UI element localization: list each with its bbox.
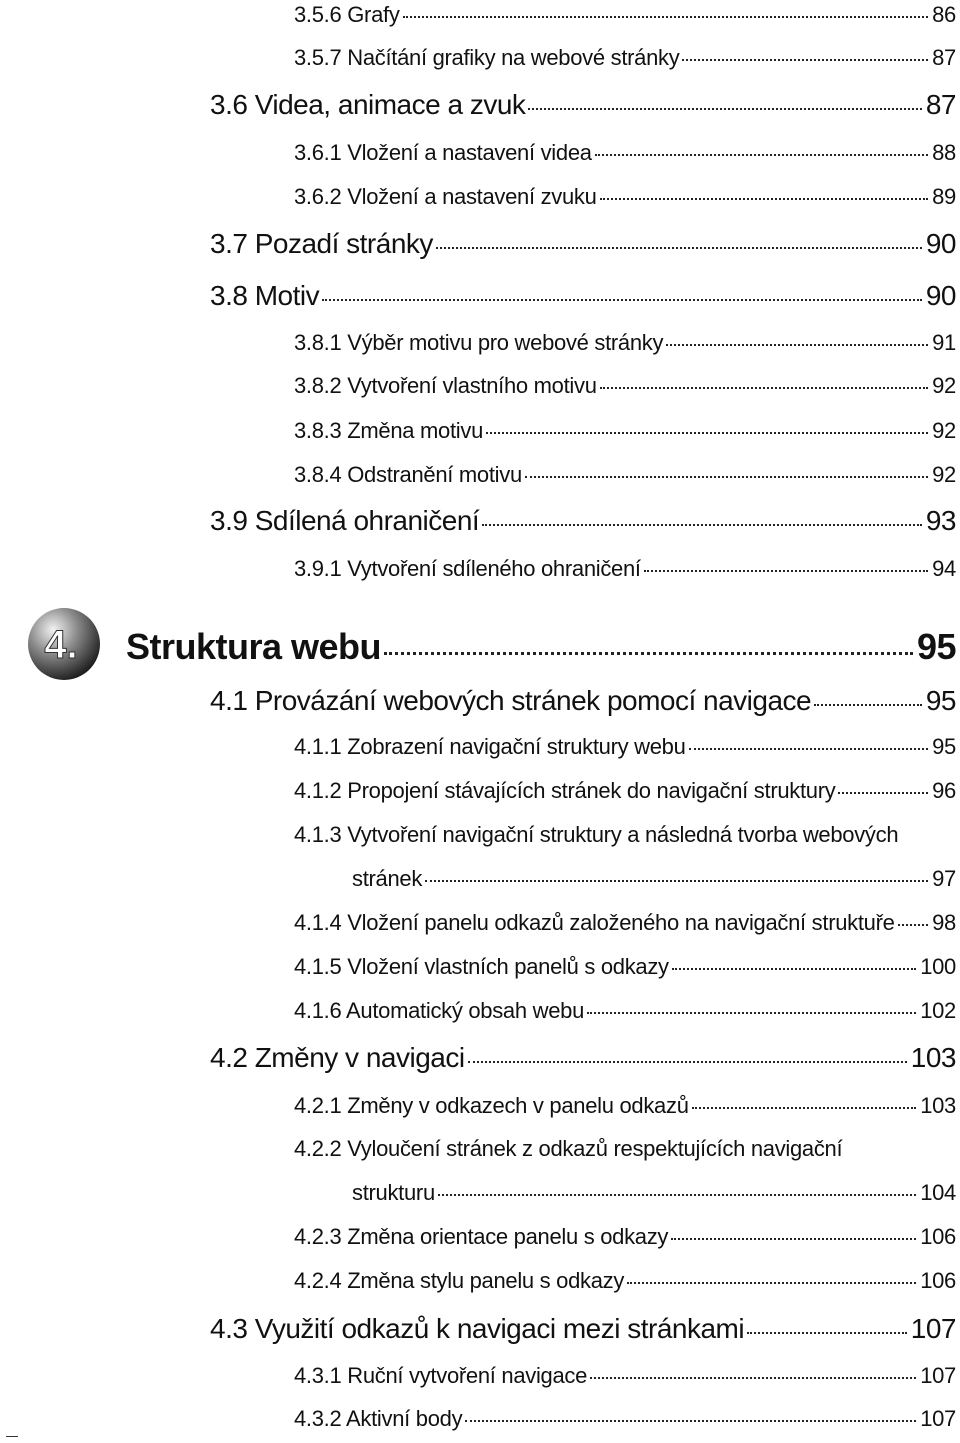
toc-page-number: 87	[932, 45, 956, 70]
toc-page-number: 96	[932, 778, 956, 803]
toc-entry-3-8-2[interactable]	[294, 373, 956, 399]
toc-entry-4-2-4[interactable]	[294, 1268, 956, 1294]
toc-entry-4-1-5[interactable]	[294, 954, 956, 980]
toc-entry-title: 3.8.4 Odstranění motivu	[294, 462, 522, 487]
toc-entry-title: 4.1.1 Zobrazení navigační struktury webu	[294, 734, 686, 759]
dot-leader	[838, 792, 928, 794]
toc-entry-title-line1: 4.1.3 Vytvoření navigační struktury a následná tvorba webových	[294, 822, 899, 847]
toc-page-number: 103	[910, 1042, 956, 1073]
dot-leader	[898, 924, 929, 926]
toc-page-number: 95	[932, 734, 956, 759]
toc-page-number: 106	[920, 1268, 956, 1293]
toc-entry-3-9[interactable]	[210, 505, 956, 537]
dot-leader	[384, 652, 913, 655]
chapter-number-badge	[26, 606, 102, 682]
dot-leader	[528, 108, 921, 110]
dot-leader	[525, 476, 928, 478]
toc-entry-title: 4.2.1 Změny v odkazech v panelu odkazů	[294, 1093, 689, 1118]
toc-page-number: 94	[932, 556, 956, 581]
toc-page-number: 102	[920, 998, 956, 1023]
dot-leader	[587, 1012, 916, 1014]
dot-leader	[595, 154, 928, 156]
toc-entry-title: 3.8.2 Vytvoření vlastního motivu	[294, 373, 597, 398]
toc-entry-3-6[interactable]	[210, 89, 956, 121]
dot-leader	[425, 880, 928, 882]
dot-leader	[644, 570, 928, 572]
toc-entry-title: 3.9.1 Vytvoření sdíleného ohraničení	[294, 556, 641, 581]
toc-page-number: 93	[925, 505, 956, 536]
toc-entry-4-1-1[interactable]	[294, 734, 956, 760]
dot-leader	[814, 704, 922, 706]
toc-entry-title: stránek	[352, 866, 423, 891]
toc-entry-title: 4.1.6 Automatický obsah webu	[294, 998, 585, 1023]
dot-leader	[600, 387, 928, 389]
toc-page-number: 95	[925, 685, 956, 716]
dot-leader	[438, 1194, 916, 1196]
toc-entry-title: 4.3 Využití odkazů k navigaci mezi stránkami	[210, 1313, 745, 1344]
toc-page-number: 95	[916, 626, 956, 667]
toc-entry-title: 3.6.2 Vložení a nastavení zvuku	[294, 184, 597, 209]
toc-entry-3-8-4[interactable]	[294, 462, 956, 488]
toc-entry-3-9-1[interactable]	[294, 556, 956, 582]
toc-entry-4-2-3[interactable]	[294, 1224, 956, 1250]
toc-page-number: 90	[925, 228, 956, 259]
dot-leader	[465, 1420, 916, 1422]
toc-entry-title: 4.1.4 Vložení panelu odkazů založeného na navigační struktuře	[294, 910, 895, 935]
dot-leader	[682, 59, 928, 61]
toc-entry-3-5-6[interactable]	[294, 2, 956, 28]
toc-page-number: 107	[920, 1406, 956, 1431]
toc-page-number: 90	[925, 280, 956, 311]
page-corner-mark	[6, 1436, 18, 1437]
toc-entry-title: 4.1 Provázání webových stránek pomocí navigace	[210, 685, 812, 716]
toc-page-number: 92	[932, 373, 956, 398]
toc-entry-title: 3.6.1 Vložení a nastavení videa	[294, 140, 592, 165]
toc-entry-3-8[interactable]	[210, 280, 956, 312]
toc-entry-title: 4.1.2 Propojení stávajících stránek do navigační struktury	[294, 778, 836, 803]
dot-leader	[692, 1107, 917, 1109]
toc-entry-title: 3.6 Videa, animace a zvuk	[210, 89, 526, 120]
toc-entry-title: 3.7 Pozadí stránky	[210, 228, 433, 259]
toc-entry-title: 3.9 Sdílená ohraničení	[210, 505, 480, 536]
chapter-title: Struktura webu	[126, 626, 382, 667]
toc-entry-3-8-3[interactable]	[294, 418, 956, 444]
chapter-number: 4.	[44, 623, 78, 667]
toc-entry-3-7[interactable]	[210, 228, 956, 260]
dot-leader	[482, 524, 922, 526]
dot-leader	[689, 748, 929, 750]
toc-entry-title: 3.5.6 Grafy	[294, 2, 400, 27]
dot-leader	[590, 1377, 916, 1379]
toc-chapter-4[interactable]	[126, 626, 956, 668]
toc-entry-title: 3.5.7 Načítání grafiky na webové stránky	[294, 45, 680, 70]
dot-leader	[600, 198, 929, 200]
toc-entry-title: 4.3.1 Ruční vytvoření navigace	[294, 1363, 588, 1388]
dot-leader	[747, 1332, 907, 1334]
toc-page-number: 89	[932, 184, 956, 209]
toc-entry-4-1-3[interactable]	[352, 866, 956, 892]
toc-entry-4-1-6[interactable]	[294, 998, 956, 1024]
toc-entry-3-5-7[interactable]	[294, 45, 956, 71]
toc-entry-4-2-1[interactable]	[294, 1093, 956, 1119]
toc-entry-4-3-2[interactable]	[294, 1406, 956, 1432]
toc-page-number: 104	[920, 1180, 956, 1205]
toc-entry-title-line1: 4.2.2 Vyloučení stránek z odkazů respektujících navigační	[294, 1136, 843, 1161]
dot-leader	[322, 299, 922, 301]
toc-entry-4-1-4[interactable]	[294, 910, 956, 936]
toc-entry-4-2[interactable]	[210, 1042, 956, 1074]
dot-leader	[671, 1238, 916, 1240]
toc-entry-title: 3.8.3 Změna motivu	[294, 418, 484, 443]
toc-entry-4-3[interactable]	[210, 1313, 956, 1345]
dot-leader	[468, 1061, 907, 1063]
toc-page-number: 107	[910, 1313, 956, 1344]
dot-leader	[627, 1282, 916, 1284]
dot-leader	[403, 16, 929, 18]
toc-page-number: 86	[932, 2, 956, 27]
toc-entry-title: 3.8 Motiv	[210, 280, 320, 311]
dot-leader	[666, 344, 928, 346]
toc-entry-title: 3.8.1 Výběr motivu pro webové stránky	[294, 330, 664, 355]
toc-entry-4-1-2[interactable]	[294, 778, 956, 804]
toc-page-number: 92	[932, 418, 956, 443]
toc-page-number: 98	[932, 910, 956, 935]
toc-page-number: 88	[932, 140, 956, 165]
toc-entry-title: 4.2 Změny v navigaci	[210, 1042, 465, 1073]
toc-page-number: 91	[932, 330, 956, 355]
toc-page-number: 92	[932, 462, 956, 487]
toc-page-number: 87	[925, 89, 956, 120]
toc-page-number: 106	[920, 1224, 956, 1249]
toc-entry-3-8-1[interactable]	[294, 330, 956, 356]
toc-entry-3-6-1[interactable]	[294, 140, 956, 166]
toc-entry-title: 4.3.2 Aktivní body	[294, 1406, 463, 1431]
toc-page-number: 100	[920, 954, 956, 979]
toc-entry-4-3-1[interactable]	[294, 1363, 956, 1389]
dot-leader	[486, 432, 928, 434]
toc-page-number: 103	[920, 1093, 956, 1118]
toc-entry-title: 4.2.3 Změna orientace panelu s odkazy	[294, 1224, 669, 1249]
toc-entry-title: strukturu	[352, 1180, 435, 1205]
toc-page-number: 107	[920, 1363, 956, 1388]
toc-entry-4-1[interactable]	[210, 685, 956, 717]
dot-leader	[436, 247, 922, 249]
toc-entry-4-2-2[interactable]	[352, 1180, 956, 1206]
toc-page-number: 97	[932, 866, 956, 891]
dot-leader	[672, 968, 916, 970]
toc-entry-title: 4.2.4 Změna stylu panelu s odkazy	[294, 1268, 625, 1293]
toc-entry-title: 4.1.5 Vložení vlastních panelů s odkazy	[294, 954, 669, 979]
toc-entry-3-6-2[interactable]	[294, 184, 956, 210]
